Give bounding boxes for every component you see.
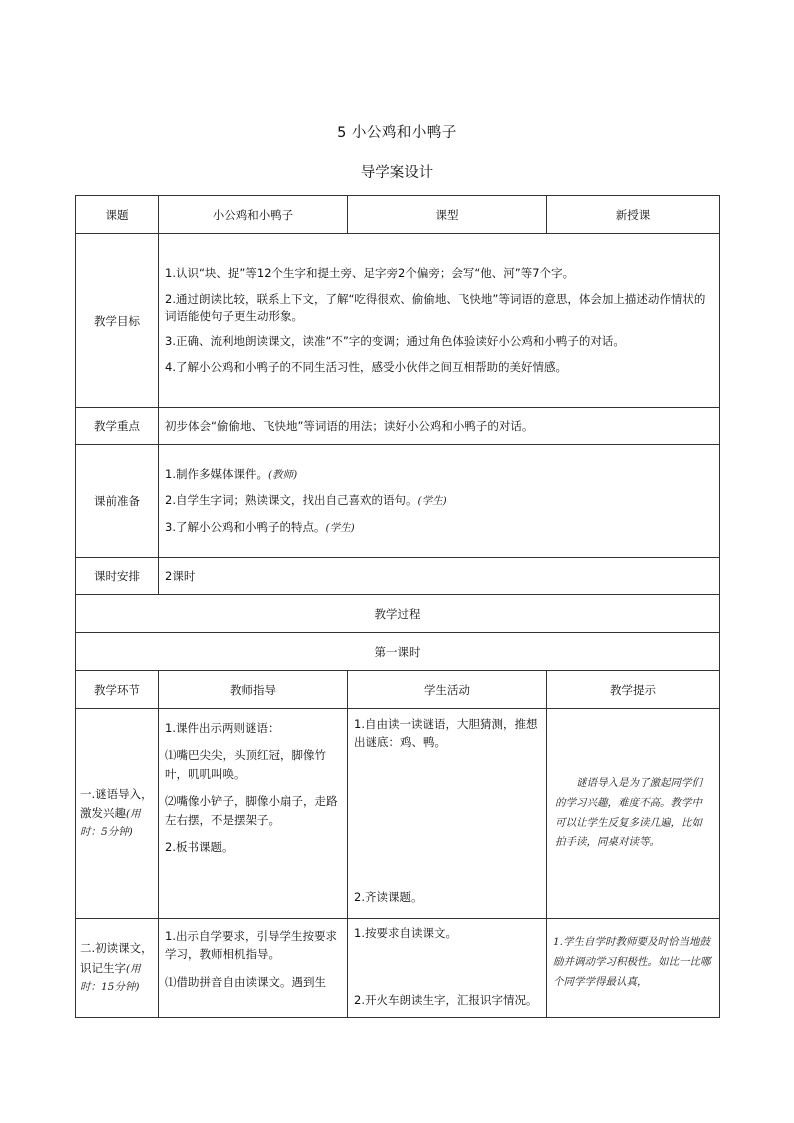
goals-content	[159, 234, 720, 408]
document-title: 5 小公鸡和小鸭子	[337, 125, 457, 141]
topic-row	[76, 196, 720, 234]
stage-hint: 谜语导入是为了激起同学们的学习兴趣，难度不高。教学中可以让学生反复多读几遍，比如拍手读，同桌对读等。	[547, 709, 720, 919]
key-points-row	[76, 408, 720, 445]
prep-item: 1.制作多媒体课件。(教师)	[165, 467, 298, 482]
goals-label: 教学目标	[76, 234, 159, 408]
stage-hint: 1.学生自学时教师要及时恰当地鼓励并调动学习积极性。如比一比哪个同学学得最认真，	[547, 919, 720, 1018]
stage-label: 二.初读课文， 识记生字(用 时：15分钟)	[76, 919, 159, 1018]
stage-teacher: 1.课件出示两则谜语： ⑴嘴巴尖尖，头顶红冠，脚像竹叶，叽叽叫唤。 ⑵嘴像小铲子，脚像小扇子，走路左右摆，不是摆架子。 2.板书课题。	[159, 709, 348, 919]
stage-teacher: 1.出示自学要求，引导学生按要求学习，教师相机指导。 ⑴借助拼音自由读课文。遇到生	[159, 919, 348, 1018]
goals-row	[76, 234, 720, 408]
stage-student: 1.按要求自读课文。 2.开火车朗读生字，汇报识字情况。	[348, 919, 547, 1018]
schedule-content: 2课时	[159, 558, 720, 595]
stage-row	[76, 709, 720, 919]
key-points-content: 初步体会“偷偷地、飞快地”等词语的用法；读好小公鸡和小鸭子的对话。	[159, 408, 720, 445]
key-points-label: 教学重点	[76, 408, 159, 445]
prep-item: 2.自学生字词；熟读课文，找出自己喜欢的语句。(学生)	[165, 493, 447, 508]
lesson-title: 第一课时	[76, 633, 720, 671]
stage-row	[76, 919, 720, 1018]
prep-label: 课前准备	[76, 445, 159, 558]
column-header-row	[76, 671, 720, 709]
stage-student: 1.自由读一读谜语，大胆猜测，推想出谜底：鸡、鸭。 2.齐读课题。	[348, 709, 547, 919]
document-subtitle: 导学案设计	[360, 165, 434, 181]
col-header-hint: 教学提示	[547, 671, 720, 709]
col-header-teacher: 教师指导	[159, 671, 348, 709]
prep-item: 3.了解小公鸡和小鸭子的特点。(学生)	[165, 519, 355, 534]
type-value: 新授课	[547, 196, 720, 234]
col-header-stage: 教学环节	[76, 671, 159, 709]
process-title: 教学过程	[76, 595, 720, 633]
type-label: 课型	[348, 196, 547, 234]
topic-label: 课题	[76, 196, 159, 234]
schedule-row	[76, 558, 720, 595]
process-title-row	[76, 595, 720, 633]
lesson-title-row	[76, 633, 720, 671]
topic-value: 小公鸡和小鸭子	[159, 196, 348, 234]
col-header-student: 学生活动	[348, 671, 547, 709]
schedule-label: 课时安排	[76, 558, 159, 595]
goal-item: 3.正确、流利地朗读课文，读准“不”字的变调；通过角色体验读好小公鸡和小鸭子的对话。	[165, 334, 625, 349]
goal-item: 1.认识“块、捉”等12个生字和提土旁、足字旁2个偏旁；会写“他、河”等7个字。	[165, 266, 575, 281]
prep-row	[76, 445, 720, 558]
stage-label: 一.谜语导入， 激发兴趣(用 时：5分钟)	[76, 709, 159, 919]
prep-content	[159, 445, 720, 558]
goal-item: 2.通过朗读比较，联系上下文，了解“吃得很欢、偷偷地、飞快地”等词语的意思，体会加上描述动作情状的词语能使句子更生动形象。	[165, 291, 706, 323]
goal-item: 4.了解小公鸡和小鸭子的不同生活习性，感受小伙伴之间互相帮助的美好情感。	[165, 360, 567, 374]
lesson-plan-table	[75, 195, 720, 1018]
